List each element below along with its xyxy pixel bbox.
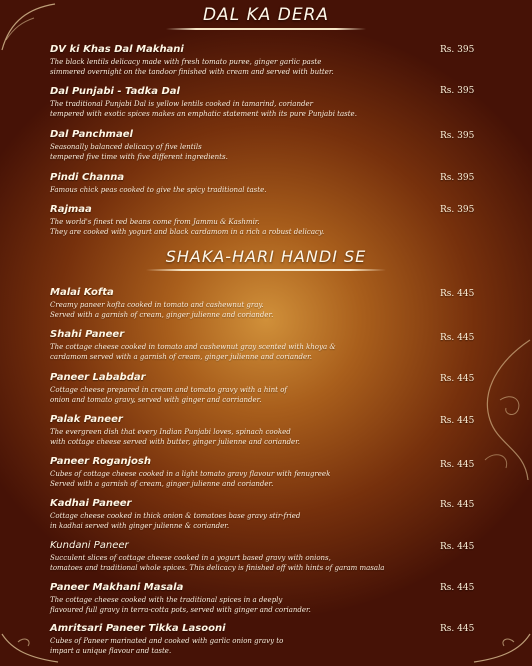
menu-item-dal-panchmael <box>50 129 480 162</box>
menu-item-name: Pindi Channa <box>50 172 125 183</box>
section-title-text: DAL KA DERA <box>202 5 330 25</box>
section-title-text: SHAKA-HARI HANDI SE <box>165 247 367 266</box>
desc-line: in kadhai served with ginger julienne & coriander. <box>50 522 230 530</box>
desc-line: The cottage cheese cooked in tomato and cashewnut gray scented with khoya & <box>50 343 336 351</box>
menu-item-price: Rs. 445 <box>440 416 475 426</box>
desc-line: flavoured full gravy in terra-cotta pots, served with ginger and coriander. <box>50 606 311 614</box>
menu-item-name: Kadhai Paneer <box>50 498 132 509</box>
menu-item-malai-kofta <box>50 287 480 320</box>
menu-item-dal-makhani <box>50 44 480 77</box>
menu-item-desc <box>50 57 480 77</box>
desc-line: The evergreen dish that every Indian Punjabi loves, spinach cooked <box>50 428 291 436</box>
menu-item-kadhai-paneer <box>50 498 480 531</box>
menu-item-price: Rs. 445 <box>440 460 475 470</box>
menu-item-name: Dal Panchmael <box>50 129 133 140</box>
menu-item-price: Rs. 445 <box>440 583 475 593</box>
menu-item-amritsari-paneer-tikka-lasooni <box>50 623 480 656</box>
desc-line: The world's finest red beans come from Jammu & Kashmir. <box>50 218 260 226</box>
desc-line: Famous chick peas cooked to give the spicy traditional taste. <box>50 186 267 194</box>
menu-item-desc <box>50 469 480 489</box>
desc-line: The black lentils delicacy made with fresh tomato puree, ginger garlic paste <box>50 58 322 66</box>
menu-item-rajmaa <box>50 204 480 237</box>
desc-line: Cottage cheese cooked in thick onion & tomatoes base gravy stir-fried <box>50 512 301 520</box>
menu-item-desc <box>50 511 480 531</box>
desc-line: tomatoes and traditional whole spices. This delicacy is finished off with hints of garam masala <box>50 564 385 572</box>
section-title-dal-ka-dera <box>0 5 532 30</box>
menu-item-desc <box>50 385 480 405</box>
menu-item-price: Rs. 445 <box>440 289 475 299</box>
desc-line: The cottage cheese cooked with the traditional spices in a deeply <box>50 596 283 604</box>
menu-item-price: Rs. 445 <box>440 333 475 343</box>
menu-item-name: Dal Punjabi - Tadka Dal <box>50 86 180 97</box>
menu-item-name: Paneer Roganjosh <box>50 456 152 467</box>
desc-line: Cottage cheese prepared in cream and tomato gravy with a hint of <box>50 386 288 394</box>
menu-item-paneer-roganjosh <box>50 456 480 489</box>
desc-line: tempered five time with five different ingredients. <box>50 153 228 161</box>
desc-line: Cubes of Paneer marinated and cooked with garlic onion gravy to <box>50 637 284 645</box>
menu-item-name: Paneer Lababdar <box>50 372 146 383</box>
menu-item-name: DV ki Khas Dal Makhani <box>50 44 184 55</box>
menu-item-price: Rs. 395 <box>440 173 475 183</box>
menu-item-price: Rs. 445 <box>440 624 475 634</box>
desc-line: with cottage cheese served with butter, ginger julienne and coriander. <box>50 438 301 446</box>
menu-item-name: Malai Kofta <box>50 287 114 298</box>
menu-item-name: Palak Paneer <box>50 414 123 425</box>
menu-item-desc <box>50 185 480 195</box>
desc-line: Seasonally balanced delicacy of five lentils <box>50 143 202 151</box>
desc-line: Served with a garnish of cream, ginger julienne and coriander. <box>50 480 274 488</box>
desc-line: Succulent slices of cottage cheese cooked in a yogurt based gravy with onions, <box>50 554 331 562</box>
desc-line: onion and tomato gravy, served with ginger and corriander. <box>50 396 262 404</box>
desc-line: tempered with exotic spices makes an emphatic statement with its pure Punjabi taste. <box>50 110 357 118</box>
menu-item-name: Rajmaa <box>50 204 92 215</box>
menu-item-desc <box>50 595 480 615</box>
desc-line: simmered overnight on the tandoor finished with cream and served with butter. <box>50 68 334 76</box>
menu-item-palak-paneer <box>50 414 480 447</box>
menu-item-price: Rs. 445 <box>440 500 475 510</box>
menu-item-desc <box>50 99 480 119</box>
menu-item-desc <box>50 217 480 237</box>
desc-line: Creamy paneer kofta cooked in tomato and cashewnut gray. <box>50 301 264 309</box>
menu-item-price: Rs. 395 <box>440 131 475 141</box>
menu-item-name: Shahi Paneer <box>50 329 125 340</box>
menu-item-pindi-channa <box>50 172 480 195</box>
menu-item-price: Rs. 395 <box>440 45 475 55</box>
menu-item-desc <box>50 342 480 362</box>
desc-line: Served with a garnish of cream, ginger julienne and coriander. <box>50 311 274 319</box>
section-title-underline <box>166 28 366 30</box>
desc-line: cardamom served with a garnish of cream, ginger julienne and coriander. <box>50 353 312 361</box>
menu-item-price: Rs. 395 <box>440 86 475 96</box>
menu-item-name: Paneer Makhani Masala <box>50 582 184 593</box>
desc-line: The traditional Punjabi Dal is yellow lentils cooked in tamarind, coriander <box>50 100 313 108</box>
menu-item-desc <box>50 300 480 320</box>
menu-item-paneer-makhani-masala <box>50 582 480 615</box>
desc-line: Cubes of cottage cheese cooked in a light tomato gravy flavour with fenugreek <box>50 470 331 478</box>
menu-item-tadka-dal <box>50 86 480 119</box>
menu-item-desc <box>50 636 480 656</box>
menu-item-desc <box>50 142 480 162</box>
menu-item-kundani-paneer <box>50 540 480 573</box>
menu-item-name: Kundani Paneer <box>50 540 129 551</box>
section-title-shaka-hari-handi-se <box>0 247 532 271</box>
menu-item-desc <box>50 427 480 447</box>
section-title-underline <box>146 269 386 271</box>
desc-line: They are cooked with yogurt and black cardamom in a rich a robust delicacy. <box>50 228 325 236</box>
menu-item-desc <box>50 553 480 573</box>
menu-item-paneer-lababdar <box>50 372 480 405</box>
menu-item-price: Rs. 445 <box>440 374 475 384</box>
menu-item-price: Rs. 395 <box>440 205 475 215</box>
desc-line: impart a unique flavour and taste. <box>50 647 172 655</box>
menu-item-name: Amritsari Paneer Tikka Lasooni <box>50 623 226 634</box>
menu-item-price: Rs. 445 <box>440 542 475 552</box>
menu-item-shahi-paneer <box>50 329 480 362</box>
